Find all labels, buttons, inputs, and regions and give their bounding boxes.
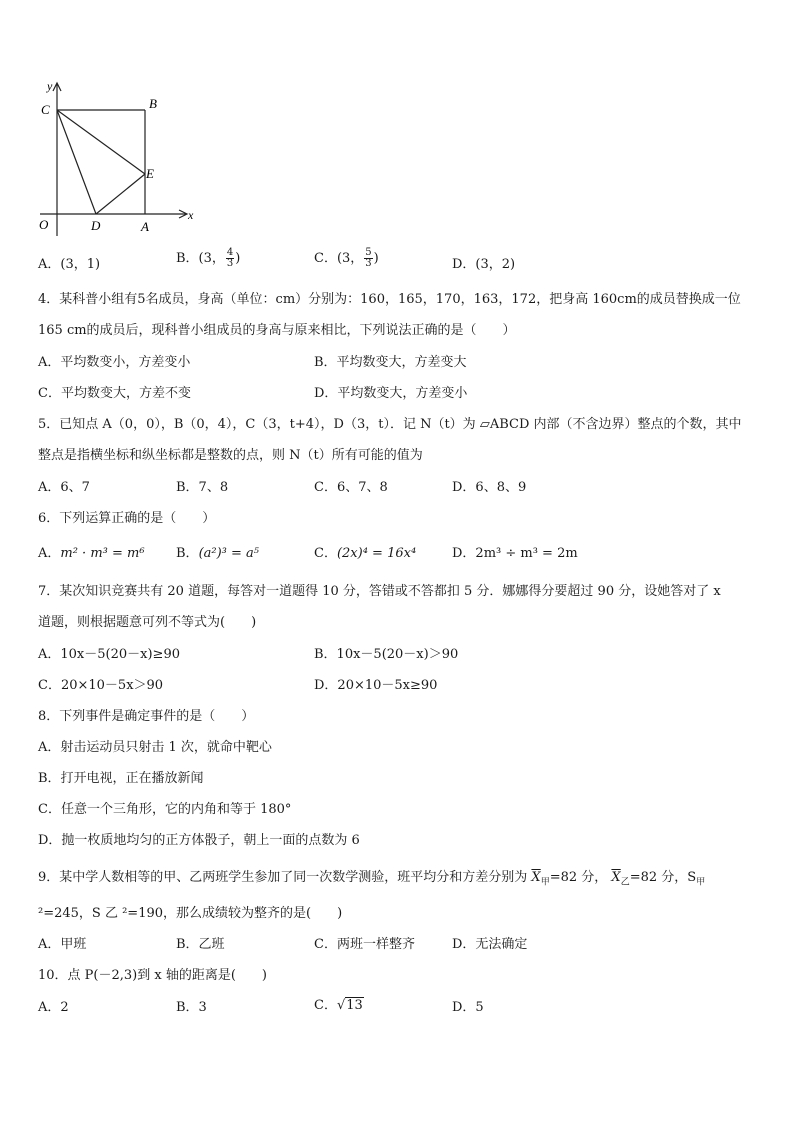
- q10-option-c: [314, 997, 364, 1015]
- q3-option-c: [314, 248, 379, 269]
- q9-mean-value-1: =82 分，: [549, 870, 608, 885]
- q9-option-a: A．甲班: [38, 937, 87, 952]
- segment-CE: [57, 110, 145, 174]
- q5-option-b: B．7、8: [176, 480, 229, 495]
- q6-option-b: [176, 545, 259, 563]
- q7-option-d: D．20×10－5x≥90: [314, 678, 438, 693]
- q8-option-a: A．射击运动员只射击 1 次，就命中靶心: [38, 740, 272, 755]
- q4-option-b: B．平均数变大，方差变大: [314, 355, 467, 370]
- q10-option-d: D．5: [452, 1000, 484, 1015]
- q9-mean-subscript-2: 乙: [620, 877, 630, 888]
- q10-option-b: B．3: [176, 1000, 207, 1015]
- q7-stem-line-2: 道题，则根据题意可列不等式为( ): [38, 615, 257, 630]
- q10-option-c-radicand: 13: [346, 998, 363, 1013]
- segment-DE: [96, 174, 145, 214]
- q9-mean-symbol-1: $\overline{X}$: [531, 870, 541, 885]
- q8-option-c: C．任意一个三角形，它的内角和等于 180°: [38, 802, 292, 817]
- q9-stem-line-2: ²=245，S 乙 ²=190，那么成绩较为整齐的是( ): [38, 906, 343, 921]
- q3-option-b-fraction: [226, 248, 234, 269]
- q9-stem-text: 9．某中学人数相等的甲、乙两班学生参加了同一次数学测验，班平均分和方差分别为: [38, 870, 528, 885]
- q3-option-b-suffix: ): [235, 251, 241, 266]
- q5-stem-line-1: 5．已知点 A（0，0），B（0，4），C（3，t+4），D（3，t）．记 N（t）为 ▱ABCD 内部（不含边界）整点的个数，其中: [38, 417, 742, 432]
- q9-option-c: C．两班一样整齐: [314, 937, 415, 952]
- q4-stem-line-1: 4．某科普小组有5名成员，身高（单位：cm）分别为：160，165，170，163，172，把身高 160cm的成员替换成一位: [38, 292, 741, 307]
- q9-mean-subscript-1: 甲: [540, 877, 550, 888]
- q4-option-a: A．平均数变小，方差变小: [38, 355, 191, 370]
- q3-option-d: D．(3，2): [452, 257, 516, 272]
- q10-option-a: A．2: [38, 1000, 69, 1015]
- q8-stem: 8．下列事件是确定事件的是（ ）: [38, 709, 255, 724]
- q6-option-d: D．2m³ ÷ m³ = 2m: [452, 546, 578, 561]
- q3-option-b: [176, 248, 240, 269]
- label-A: A: [141, 219, 149, 234]
- q3-option-c-fraction: [364, 248, 372, 269]
- q7-stem-line-1: 7．某次知识竞赛共有 20 道题，每答对一道题得 10 分，答错或不答都扣 5 分．娜娜得分要超过 90 分，设她答对了 x: [38, 584, 721, 599]
- sqrt-icon: √: [336, 998, 346, 1013]
- q7-option-a: A．10x－5(20－x)≥90: [38, 647, 180, 662]
- q10-stem: 10．点 P(－2,3)到 x 轴的距离是( ): [38, 968, 267, 983]
- segment-CD: [57, 110, 96, 214]
- q9-option-b: B．乙班: [176, 937, 225, 952]
- q3-option-b-numerator: 4: [226, 247, 234, 258]
- q6-option-b-label: B．: [176, 546, 199, 561]
- q4-stem-line-2: 165 cm的成员后，现科普小组成员的身高与原来相比，下列说法正确的是（ ）: [38, 323, 516, 338]
- q3-option-c-suffix: ): [373, 251, 379, 266]
- label-E: E: [146, 166, 154, 181]
- q8-option-d: D．抛一枚质地均匀的正方体骰子，朝上一面的点数为 6: [38, 833, 360, 848]
- q3-option-c-prefix: C．(3，: [314, 251, 364, 266]
- q5-option-c: C．6、7、8: [314, 480, 388, 495]
- q6-option-b-formula: (a²)³ = a⁵: [198, 546, 259, 561]
- label-D: D: [91, 218, 101, 233]
- q4-option-d: D．平均数变大，方差变小: [314, 386, 468, 401]
- q5-stem-line-2: 整点是指横坐标和纵坐标都是整数的点，则 N（t）所有可能的值为: [38, 448, 423, 463]
- q6-option-c-formula: (2x)⁴ = 16x⁴: [336, 546, 417, 561]
- q3-option-b-denominator: 3: [226, 258, 234, 269]
- q6-option-a-label: A．: [38, 546, 61, 561]
- q8-option-b: B．打开电视，正在播放新闻: [38, 771, 204, 786]
- q7-option-c: C．20×10－5x＞90: [38, 678, 164, 693]
- q6-option-a-formula: m² · m³ = m⁶: [60, 546, 145, 561]
- q5-option-a: A．6、7: [38, 480, 90, 495]
- label-y: y: [47, 79, 53, 93]
- q6-option-a: [38, 545, 145, 563]
- q6-stem: 6．下列运算正确的是（ ）: [38, 511, 216, 526]
- q9-mean-value-2: =82 分，S: [629, 870, 697, 885]
- q6-option-c: [314, 545, 416, 563]
- q7-option-b: B．10x－5(20－x)＞90: [314, 647, 459, 662]
- q9-option-d: D．无法确定: [452, 937, 528, 952]
- label-B: B: [149, 96, 157, 111]
- q5-option-d: D．6、8、9: [452, 480, 527, 495]
- q6-option-c-label: C．: [314, 546, 337, 561]
- q9-variance-subscript-1: 甲: [696, 877, 706, 888]
- q10-option-c-label: C．: [314, 998, 337, 1013]
- q9-mean-symbol-2: $\overline{X}$: [611, 870, 621, 885]
- q9-stem-line-1: [38, 869, 705, 892]
- q3-option-c-numerator: 5: [365, 247, 372, 258]
- label-C: C: [41, 102, 50, 117]
- q4-option-c: C．平均数变大，方差不变: [38, 386, 191, 401]
- q3-option-c-denominator: 3: [365, 258, 372, 269]
- q3-option-a: A．(3，1): [38, 257, 101, 272]
- label-x: x: [188, 208, 194, 222]
- label-O: O: [39, 217, 49, 232]
- coordinate-figure: [30, 78, 200, 243]
- q3-option-b-prefix: B．(3，: [176, 251, 225, 266]
